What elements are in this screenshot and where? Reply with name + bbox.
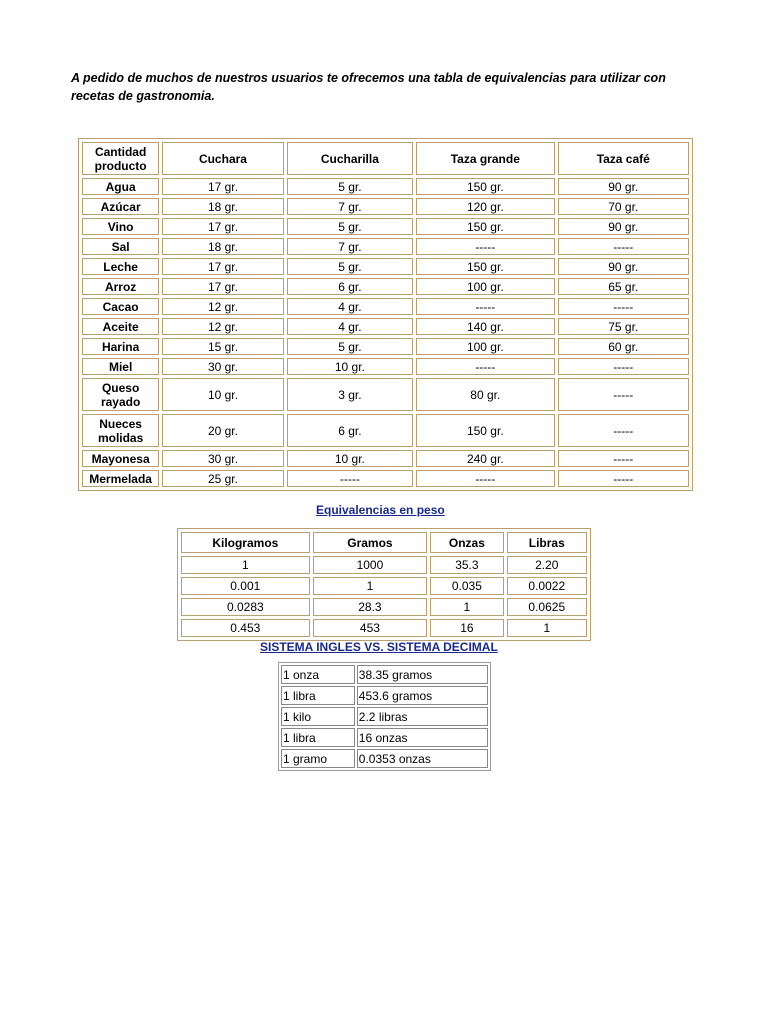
taza-cafe-cell: ----- [558, 298, 689, 315]
decimal-unit-cell: 453.6 gramos [357, 686, 488, 705]
taza-grande-cell: 100 gr. [416, 278, 554, 295]
product-name-cell [82, 450, 159, 467]
product-name: Arroz [104, 279, 137, 294]
cuchara-cell: 12 gr. [162, 298, 283, 315]
product-name-cell [82, 378, 159, 411]
table-row [281, 707, 488, 726]
product-name-cell [82, 338, 159, 355]
table-row [82, 198, 689, 215]
header-gramos: Gramos [313, 532, 428, 553]
cucharilla-cell: 7 gr. [287, 198, 413, 215]
taza-cafe-cell: ----- [558, 358, 689, 375]
product-name-cell [82, 358, 159, 375]
header-taza-grande: Taza grande [416, 142, 554, 175]
product-name: Mayonesa [91, 451, 150, 466]
cucharilla-cell: ----- [287, 470, 413, 487]
header-cantidad-producto [82, 142, 159, 175]
header-kilogramos: Kilogramos [181, 532, 310, 553]
cucharilla-cell: 6 gr. [287, 414, 413, 447]
decimal-unit-cell: 16 onzas [357, 728, 488, 747]
onzas-cell: 35.3 [430, 556, 503, 574]
cucharilla-cell: 4 gr. [287, 318, 413, 335]
decimal-unit-cell: 38.35 gramos [357, 665, 488, 684]
taza-cafe-cell: 65 gr. [558, 278, 689, 295]
product-name: Sal [111, 239, 130, 254]
english-unit-cell: 1 gramo [281, 749, 355, 768]
cuchara-cell: 12 gr. [162, 318, 283, 335]
header-onzas: Onzas [430, 532, 503, 553]
table-row [82, 470, 689, 487]
product-name-cell [82, 238, 159, 255]
cucharilla-cell: 7 gr. [287, 238, 413, 255]
product-name: rayado [100, 394, 141, 409]
taza-cafe-cell: 90 gr. [558, 218, 689, 235]
table-header-row [82, 142, 689, 175]
gramos-cell: 28.3 [313, 598, 428, 616]
taza-cafe-cell: 60 gr. [558, 338, 689, 355]
intro-text [71, 69, 711, 105]
libras-cell: 0.0022 [507, 577, 587, 595]
product-name-cell [82, 278, 159, 295]
table-row [82, 450, 689, 467]
intro-line-2: recetas de gastronomia. [71, 89, 215, 103]
header-libras: Libras [507, 532, 587, 553]
table-row [281, 728, 488, 747]
gramos-cell: 1 [313, 577, 428, 595]
english-unit-cell: 1 libra [281, 686, 355, 705]
table-row [82, 258, 689, 275]
cucharilla-cell: 5 gr. [287, 258, 413, 275]
taza-cafe-cell: ----- [558, 378, 689, 411]
product-name-cell [82, 258, 159, 275]
cucharilla-cell: 10 gr. [287, 358, 413, 375]
product-name-cell [82, 198, 159, 215]
kilogramos-cell: 1 [181, 556, 310, 574]
table-row [82, 338, 689, 355]
table-row [82, 318, 689, 335]
cucharilla-cell: 10 gr. [287, 450, 413, 467]
taza-cafe-cell: ----- [558, 470, 689, 487]
table-row [82, 218, 689, 235]
taza-grande-cell: 150 gr. [416, 414, 554, 447]
table-row [82, 298, 689, 315]
cuchara-cell: 20 gr. [162, 414, 283, 447]
table-row [181, 598, 587, 616]
unit-conversion-table [278, 662, 491, 771]
taza-grande-cell: ----- [416, 358, 554, 375]
taza-grande-cell: ----- [416, 298, 554, 315]
cucharilla-cell: 5 gr. [287, 338, 413, 355]
header-cuchara: Cuchara [162, 142, 283, 175]
product-name: Nueces [99, 416, 142, 431]
cuchara-cell: 25 gr. [162, 470, 283, 487]
cuchara-cell: 18 gr. [162, 198, 283, 215]
taza-cafe-cell: 70 gr. [558, 198, 689, 215]
taza-grande-cell: ----- [416, 470, 554, 487]
product-name-cell [82, 414, 159, 447]
product-name-cell [82, 178, 159, 195]
table-row [281, 665, 488, 684]
product-name: Harina [101, 339, 140, 354]
cuchara-cell: 30 gr. [162, 450, 283, 467]
cuchara-cell: 17 gr. [162, 278, 283, 295]
taza-grande-cell: 150 gr. [416, 178, 554, 195]
table-body [82, 178, 689, 487]
gramos-cell: 1000 [313, 556, 428, 574]
equivalencias-peso-link[interactable]: Equivalencias en peso [316, 503, 445, 517]
table-row [281, 749, 488, 768]
onzas-cell: 16 [430, 619, 503, 637]
table-row [82, 378, 689, 411]
product-name: Aceite [102, 319, 139, 334]
product-name: Leche [103, 259, 138, 274]
taza-cafe-cell: ----- [558, 450, 689, 467]
product-name: molidas [97, 430, 144, 445]
kilogramos-cell: 0.001 [181, 577, 310, 595]
table-header-row [181, 532, 587, 553]
cucharilla-cell: 6 gr. [287, 278, 413, 295]
decimal-unit-cell: 2.2 libras [357, 707, 488, 726]
english-unit-cell: 1 kilo [281, 707, 355, 726]
product-name: Mermelada [89, 471, 152, 486]
table-row [82, 278, 689, 295]
kilogramos-cell: 0.453 [181, 619, 310, 637]
table-row [181, 556, 587, 574]
onzas-cell: 0.035 [430, 577, 503, 595]
taza-cafe-cell: 90 gr. [558, 178, 689, 195]
intro-line-1: A pedido de muchos de nuestros usuarios te ofrecemos una tabla de equivalencias para utilizar con [71, 71, 666, 85]
taza-grande-cell: 120 gr. [416, 198, 554, 215]
cuchara-cell: 17 gr. [162, 218, 283, 235]
table-row [181, 619, 587, 637]
product-name: Azúcar [100, 199, 141, 214]
sistema-ingles-decimal-link[interactable]: SISTEMA INGLES VS. SISTEMA DECIMAL [260, 640, 498, 654]
taza-cafe-cell: 90 gr. [558, 258, 689, 275]
weight-equivalence-table [177, 528, 591, 641]
libras-cell: 0.0625 [507, 598, 587, 616]
cucharilla-cell: 5 gr. [287, 178, 413, 195]
taza-grande-cell: 240 gr. [416, 450, 554, 467]
taza-cafe-cell: ----- [558, 414, 689, 447]
header-text: Cantidad [94, 144, 147, 159]
cucharilla-cell: 3 gr. [287, 378, 413, 411]
header-cucharilla: Cucharilla [287, 142, 413, 175]
cuchara-cell: 17 gr. [162, 178, 283, 195]
gramos-cell: 453 [313, 619, 428, 637]
table-row [82, 358, 689, 375]
decimal-unit-cell: 0.0353 onzas [357, 749, 488, 768]
product-name: Queso [101, 380, 140, 395]
english-unit-cell: 1 onza [281, 665, 355, 684]
kilogramos-cell: 0.0283 [181, 598, 310, 616]
product-name: Agua [105, 179, 136, 194]
cuchara-cell: 15 gr. [162, 338, 283, 355]
table-row [82, 238, 689, 255]
taza-grande-cell: ----- [416, 238, 554, 255]
cuchara-cell: 30 gr. [162, 358, 283, 375]
product-name-cell [82, 298, 159, 315]
equivalence-table [78, 138, 693, 491]
cuchara-cell: 17 gr. [162, 258, 283, 275]
libras-cell: 2.20 [507, 556, 587, 574]
taza-cafe-cell: ----- [558, 238, 689, 255]
table-row [181, 577, 587, 595]
taza-grande-cell: 140 gr. [416, 318, 554, 335]
cucharilla-cell: 5 gr. [287, 218, 413, 235]
product-name: Vino [107, 219, 134, 234]
table-row [281, 686, 488, 705]
taza-grande-cell: 80 gr. [416, 378, 554, 411]
onzas-cell: 1 [430, 598, 503, 616]
cuchara-cell: 10 gr. [162, 378, 283, 411]
table-body [281, 665, 488, 768]
taza-grande-cell: 150 gr. [416, 258, 554, 275]
cucharilla-cell: 4 gr. [287, 298, 413, 315]
product-name-cell [82, 218, 159, 235]
product-name: Cacao [102, 299, 139, 314]
taza-grande-cell: 100 gr. [416, 338, 554, 355]
table-row [82, 414, 689, 447]
english-unit-cell: 1 libra [281, 728, 355, 747]
libras-cell: 1 [507, 619, 587, 637]
table-body [181, 556, 587, 637]
header-text: producto [94, 158, 147, 173]
cuchara-cell: 18 gr. [162, 238, 283, 255]
table-row [82, 178, 689, 195]
product-name-cell [82, 318, 159, 335]
header-taza-cafe: Taza café [558, 142, 689, 175]
product-name: Miel [108, 359, 133, 374]
product-name-cell [82, 470, 159, 487]
taza-grande-cell: 150 gr. [416, 218, 554, 235]
taza-cafe-cell: 75 gr. [558, 318, 689, 335]
